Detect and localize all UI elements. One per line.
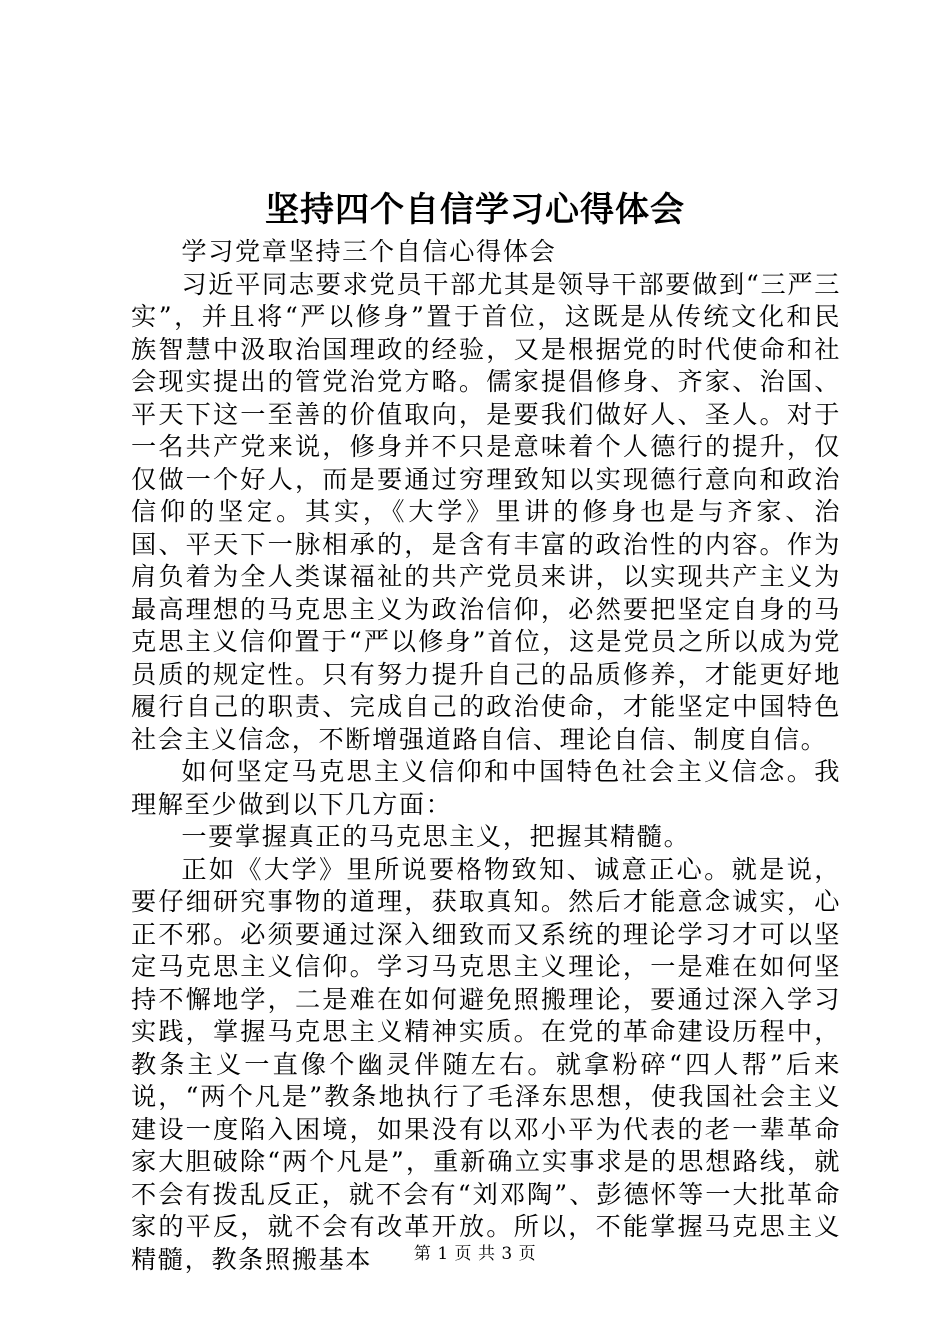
paragraph-intro: 习近平同志要求党员干部尤其是领导干部要做到“三严三实”，并且将“严以修身”置于首位，这既是从传统文化和民族智慧中汲取治国理政的经验，又是根据党的时代使命和社会现实提出的管党治党方略。儒家提倡修身、齐家、治国、平天下这一至善的价值取向，是要我们做好人、圣人。对于一名共产党来说，修身并不只是意味着个人德行的提升，仅仅做一个好人，而是要通过穷理致知以实现德行意向和政治信仰的坚定。其实，《大学》里讲的修身也是与齐家、治国、平天下一脉相承的，是含有丰富的政治性的内容。作为肩负着为全人类谋福祉的共产党员来讲，以实现共产主义为最高理想的马克思主义为政治信仰，必然要把坚定自身的马克思主义信仰置于“严以修身”首位，这是党员之所以成为党员质的规定性。只有努力提升自己的品质修养，才能更好地履行自己的职责、完成自己的政治使命，才能坚定中国特色社会主义信念，不断增强道路自信、理论自信、制度自信。 — [131, 269, 841, 754]
paragraph-elaboration: 正如《大学》里所说要格物致知、诚意正心。就是说，要仔细研究事物的道理，获取真知。然后才能意念诚实，心正不邪。必须要通过深入细致而又系统的理论学习才可以坚定马克思主义信仰。学习马克思主义理论，一是难在如何坚持不懈地学，二是难在如何避免照搬理论，要通过深入学习实践，掌握马克思主义精神实质。在党的革命建设历程中，教条主义一直像个幽灵伴随左右。就拿粉碎“四人帮”后来说，“两个凡是”教条地执行了毛泽东思想，使我国社会主义建设一度陷入困境，如果没有以邓小平为代表的老一辈革命家大胆破除“两个凡是”，重新确立实事求是的思想路线，就不会有拨乱反正，就不会有“刘邓陶”、彭德怀等一大批革命家的平反，就不会有改革开放。所以，不能掌握马克思主义精髓，教条照搬基本 — [131, 854, 841, 1274]
paragraph-subtitle: 学习党章坚持三个自信心得体会 — [181, 237, 557, 266]
paragraph-question: 如何坚定马克思主义信仰和中国特色社会主义信念。我理解至少做到以下几方面： — [131, 757, 841, 819]
document-body — [131, 236, 841, 1276]
paragraph-point-one: 一要掌握真正的马克思主义，把握其精髓。 — [181, 822, 691, 851]
page-footer: 第 1 页 共 3 页 — [413, 1244, 537, 1264]
document-title: 坚持四个自信学习心得体会 — [265, 190, 685, 230]
